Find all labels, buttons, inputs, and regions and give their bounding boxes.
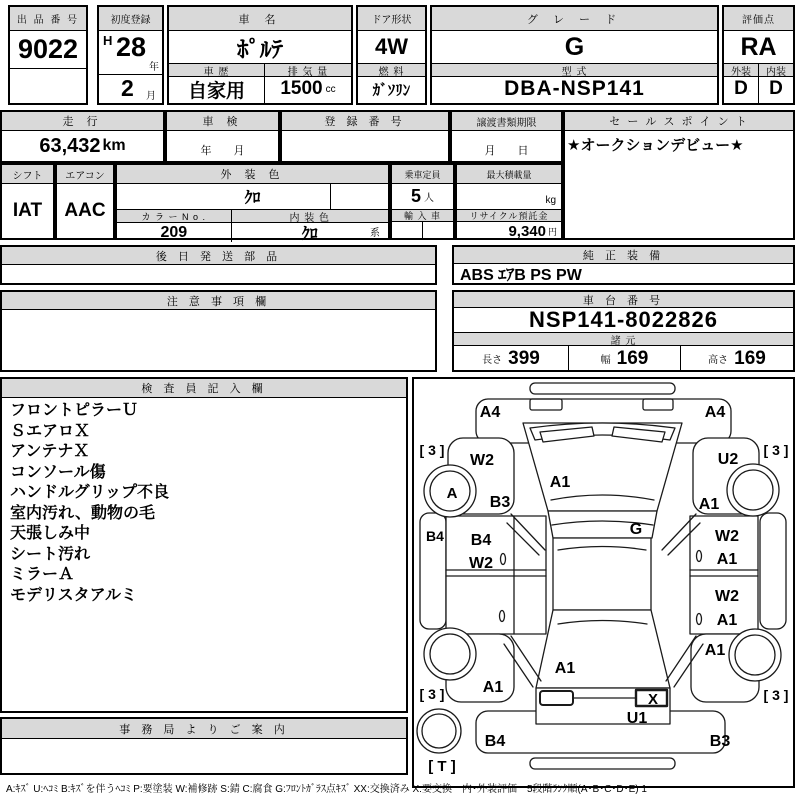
spec-length-cell <box>454 346 568 371</box>
spec-length-label: 長さ <box>482 355 503 366</box>
sales-point-value: ★オークションデビュー★ <box>567 137 744 154</box>
exterior-color-value: ｸﾛ <box>244 190 261 207</box>
capacity-unit: 人 <box>424 193 434 204</box>
auction-number-label: 出 品 番 号 <box>10 7 86 31</box>
spec-width-value: 169 <box>616 347 649 369</box>
inspector-note: フロントピラーＵ <box>10 402 139 419</box>
interior-score-cell <box>758 63 793 103</box>
score-box <box>722 5 795 105</box>
import-subcell-1 <box>392 222 422 240</box>
sales-point-box <box>563 110 795 240</box>
inspector-note: ハンドルグリップ不良 <box>10 484 170 501</box>
interior-color-label: 内 装 色 <box>232 209 388 223</box>
inspector-note: ＳエアロＸ <box>10 422 91 440</box>
chassis-box <box>452 290 795 372</box>
displacement-cell <box>264 63 351 103</box>
damage-marker: [ T ] <box>428 758 456 775</box>
first-registration-label: 初度登録 <box>99 7 162 31</box>
registration-number-label: 登 録 番 号 <box>282 112 448 131</box>
color-no-label: カ ラ ー N o . <box>117 209 231 223</box>
sales-point-label: セ ー ル ス ポ イ ン ト <box>565 112 793 131</box>
caution-label: 注 意 事 項 欄 <box>2 292 435 310</box>
damage-marker: G <box>629 521 643 538</box>
shift-label: シフト <box>2 165 53 184</box>
inspection-label: 車 検 <box>167 112 278 131</box>
mileage-value: 63,432 <box>39 134 101 157</box>
auction-number-box <box>8 5 88 105</box>
damage-marker: A1 <box>698 496 720 513</box>
mileage-box <box>0 110 165 163</box>
oem-equipment-label: 純 正 装 備 <box>454 247 793 264</box>
spec-height-cell <box>680 346 793 371</box>
inspector-note: 天張しみ中 <box>10 525 91 542</box>
first-registration-year <box>99 31 162 75</box>
right-headlight <box>643 399 673 410</box>
recycle-value: 9,340 <box>508 222 546 240</box>
damage-marker: W2 <box>715 588 739 605</box>
left-headlight <box>530 399 562 410</box>
mileage-label: 走 行 <box>2 112 163 131</box>
transfer-deadline-box <box>450 110 563 163</box>
exterior-score-cell <box>724 63 758 103</box>
month-value: 2 <box>121 75 134 101</box>
interior-color-value: ｸﾛ <box>301 226 318 243</box>
inspector-notes <box>2 398 406 609</box>
damage-marker: A1 <box>482 679 504 696</box>
import-label: 輸 入 車 <box>392 209 453 222</box>
exterior-color-box <box>115 163 390 243</box>
fuel-value: ｶﾞｿﾘﾝ <box>372 81 411 99</box>
exterior-label: 外装 <box>724 63 758 77</box>
inspector-note: 室内汚れ、動物の毛 <box>10 504 155 522</box>
damage-marker: B4 <box>484 733 506 750</box>
spec-width-label: 幅 <box>600 355 611 366</box>
spec-length-value: 399 <box>508 347 540 369</box>
max-load-label: 最大積載量 <box>457 165 561 184</box>
fuel-label: 燃 料 <box>358 63 425 77</box>
damage-marker: A4 <box>704 404 726 421</box>
damage-marker: [ 3 ] <box>419 686 445 702</box>
left-doors <box>446 516 546 634</box>
aircon-value: AAC <box>64 200 106 221</box>
damage-marker: B4 <box>426 528 444 544</box>
door-shape-label: ドア形状 <box>358 7 425 31</box>
month-unit: 月 <box>146 91 156 102</box>
car-name-label: 車 名 <box>169 7 351 31</box>
later-parts-label: 後 日 発 送 部 品 <box>2 247 435 265</box>
rear-trim <box>530 758 675 769</box>
car-name-value: ﾎﾟﾙﾃ <box>237 35 283 62</box>
oem-equipment-value: ABS ｴｱB PS PW <box>460 267 582 284</box>
first-registration-month <box>99 75 162 104</box>
recycle-unit: 円 <box>547 226 557 237</box>
inspector-label: 検 査 員 記 入 欄 <box>2 379 406 398</box>
year-value: 28 <box>116 32 147 62</box>
model-code-value: DBA-NSP141 <box>504 77 645 100</box>
capacity-label: 乗車定員 <box>392 165 453 184</box>
car-diagram <box>414 379 793 786</box>
inspector-note: モデリスタアルミ <box>10 586 138 604</box>
legend-text: A:ｷｽﾞ U:ﾍｺﾐ B:ｷｽﾞを伴うﾍｺﾐ P:要塗装 W:補修跡 S:錆 C:腐食 G:ﾌﾛﾝﾄｶﾞﾗｽ点ｷｽﾞ XX:交換済み X:要交換 内･外装評価 5段階ﾗﾝｸ順(A･B･C･D･E) 1 <box>6 784 647 795</box>
damage-marker: [ 3 ] <box>419 442 445 458</box>
spare-tire <box>417 709 461 753</box>
damage-marker: W2 <box>469 555 493 572</box>
aircon-box <box>55 163 115 240</box>
front-trim <box>530 383 675 394</box>
exterior-value: D <box>734 78 748 99</box>
damage-marker: B4 <box>470 532 492 549</box>
interior-label: 内装 <box>759 63 793 77</box>
inspector-box <box>0 377 408 713</box>
damage-marker: W2 <box>470 452 494 469</box>
spec-height-label: 高さ <box>708 355 729 366</box>
recycle-label: リサイクル預託金 <box>457 209 561 222</box>
history-value: 自家用 <box>187 80 245 102</box>
capacity-box <box>390 163 455 240</box>
model-code-label: 型 式 <box>432 63 717 77</box>
office-box <box>0 717 408 775</box>
grade-value: G <box>564 32 585 61</box>
year-unit: 年 <box>149 62 159 73</box>
era-letter: H <box>103 33 113 48</box>
spec-height-value: 169 <box>734 347 766 369</box>
auction-number-value: 9022 <box>10 31 86 69</box>
front-right-wheel <box>727 464 779 516</box>
shift-value: IAT <box>12 200 43 221</box>
transfer-deadline-label: 譲渡書類期限 <box>452 112 561 131</box>
damage-marker: A4 <box>479 404 501 421</box>
damage-marker: B3 <box>489 494 511 511</box>
rear-left-wheel <box>424 628 476 680</box>
color-no-value: 209 <box>160 223 188 241</box>
chassis-value: NSP141-8022826 <box>529 307 718 332</box>
spec-width-cell <box>568 346 680 371</box>
car-diagram-box <box>412 377 795 788</box>
damage-marker: A <box>446 485 458 502</box>
inspection-value: 年 月 <box>200 145 245 157</box>
chassis-label: 車 台 番 号 <box>454 292 793 308</box>
grade-box <box>430 5 719 105</box>
max-load-value: kg <box>545 195 556 206</box>
import-subcell-2 <box>422 222 453 240</box>
registration-number-box <box>280 110 450 163</box>
history-label: 車 歴 <box>169 63 264 77</box>
caution-box <box>0 290 437 372</box>
score-label: 評価点 <box>724 7 793 31</box>
transfer-deadline-value: 月 日 <box>484 145 529 157</box>
exterior-color-subcell <box>330 184 388 209</box>
history-cell <box>169 63 264 103</box>
door-shape-value: 4W <box>375 34 408 59</box>
damage-marker: W2 <box>715 528 739 545</box>
damage-marker: [ 3 ] <box>763 687 789 703</box>
inspection-box <box>165 110 280 163</box>
oem-equipment-box <box>452 245 795 285</box>
capacity-value: 5 <box>410 186 421 206</box>
door-shape-box <box>356 5 427 105</box>
damage-marker: A1 <box>554 660 576 677</box>
aircon-label: エアコン <box>57 165 113 184</box>
interior-value: D <box>769 78 783 99</box>
interior-color-suffix: 系 <box>370 228 380 239</box>
later-parts-box <box>0 245 437 285</box>
damage-marker: U2 <box>717 451 739 468</box>
score-value: RA <box>740 32 777 61</box>
later-parts-value <box>2 265 435 283</box>
rear-right-wheel <box>729 629 781 681</box>
damage-marker: U1 <box>626 710 648 727</box>
inspector-note: シート汚れ <box>10 545 91 563</box>
grade-label: グ レ ー ド <box>432 7 717 31</box>
damage-marker: A1 <box>716 612 738 629</box>
right-sill <box>760 513 786 629</box>
inspector-note: アンテナＸ <box>10 443 90 460</box>
mileage-unit: km <box>102 137 126 154</box>
first-registration-box <box>97 5 164 105</box>
damage-marker: A1 <box>704 642 726 659</box>
displacement-value: 1500 <box>280 78 323 99</box>
car-name-box <box>167 5 353 105</box>
shift-box <box>0 163 55 240</box>
damage-marker: A1 <box>716 551 738 568</box>
damage-marker: A1 <box>549 474 571 491</box>
damage-marker: [ 3 ] <box>763 442 789 458</box>
interior-color-cell <box>231 209 388 242</box>
registration-number-value <box>282 131 448 161</box>
office-label: 事 務 局 よ り ご 案 内 <box>2 719 406 739</box>
displacement-unit: cc <box>325 83 336 95</box>
specs-label: 諸 元 <box>454 332 793 346</box>
inspector-note: ミラーＡ <box>10 566 75 583</box>
exterior-color-label: 外 装 色 <box>117 165 388 184</box>
displacement-label: 排 気 量 <box>265 63 351 77</box>
max-load-box <box>455 163 563 240</box>
inspector-note: コンソール傷 <box>10 463 106 481</box>
c-pillar-left-1 <box>511 636 541 681</box>
color-no-cell <box>117 209 231 242</box>
damage-marker: B3 <box>709 733 731 750</box>
damage-marker: X <box>647 691 659 708</box>
